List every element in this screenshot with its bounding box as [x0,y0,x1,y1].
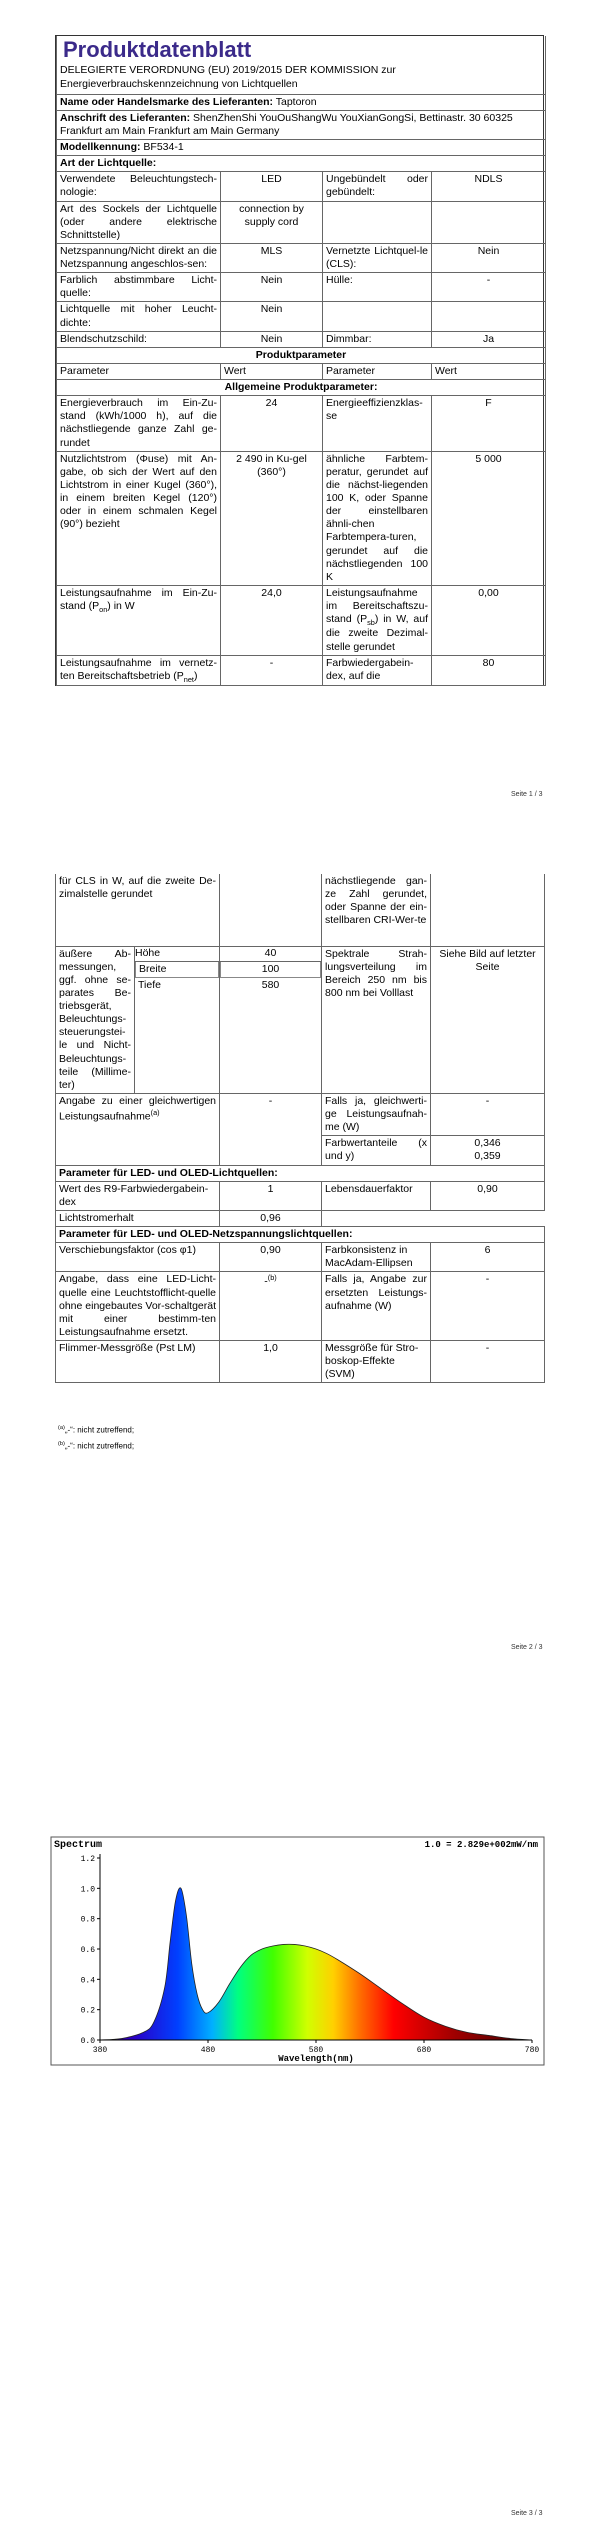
light-type-label: Art des Sockels der Lichtquelle (oder andere elektrische Schnittstelle) [57,201,221,243]
param-value: 0,90 [431,1181,545,1210]
page-number: Seite 3 / 3 [511,2510,543,2517]
param-label: Energieverbrauch im Ein-Zu-stand (kWh/1000 h), auf die nächstliegende ganze Zahl ge-rundet [57,396,221,452]
model-label: Modellkennung: [60,141,141,154]
spectral-value: Siehe Bild auf letzter Seite [431,946,545,1093]
param-row [56,1093,545,1135]
dim-value: 580 [261,978,280,991]
supplier-address-label: Anschrift des Lieferanten: [60,111,191,124]
y-tick-label: 1.2 [80,1855,95,1864]
param-label: Angabe, dass eine LED-Licht-quelle eine Leuchtstofflicht-quelle ohne eingebautes Vor-schaltgerät mit einer bestimm-ten Leistungsaufnahme ersetzt. [56,1272,220,1341]
equiv-r-value: - [431,1093,545,1135]
y-tick-label: 0.6 [80,1946,95,1955]
param-label: Messgröße für Stro-boskop-Effekte (SVM) [322,1341,431,1383]
param-row [56,1210,545,1226]
chroma-value: 0,346 0,359 [431,1136,545,1165]
model-value: BF534-1 [143,141,184,154]
col-header-param: Parameter [57,363,221,379]
equiv-label: Angabe zu einer gleichwertigen Leistungsaufnahme$^{(a)}$ [56,1093,220,1165]
x-tick-label: 580 [308,2046,324,2055]
param-value: 5 000 [432,451,546,585]
param-label: Farbwiedergabein-dex, auf die [323,655,432,685]
general-params-heading: Allgemeine Produktparameter: [57,380,546,396]
param-row [57,396,546,452]
y-tick-label: 0.2 [80,2006,95,2016]
dim-names [135,961,220,1093]
y-tick-label: 0.4 [80,1976,95,1986]
light-type-value: Nein [432,243,546,272]
light-type-value: connection by supply cord [221,201,323,243]
dim-values [220,961,322,1093]
supplier-name-label: Name oder Handelsmarke des Lieferanten: [60,95,273,108]
light-type-heading: Art der Lichtquelle: [57,156,546,172]
param-label: Leistungsaufnahme im Ein-Zu-stand $(P_{on})$ in W [57,585,221,655]
light-type-label [323,302,432,331]
page-number: Seite 2 / 3 [511,1644,543,1651]
param-value: 0,90 [220,1243,322,1272]
x-tick-label: 380 [92,2046,108,2055]
page-number: Seite 1 / 3 [511,791,543,798]
param-label: Energieeffizienzklas-se [323,396,432,452]
param-label: Lichtstromerhalt [56,1210,220,1226]
light-type-value: Ja [432,331,546,347]
product-params-heading: Produktparameter [57,347,546,363]
light-type-label: Ungebündelt oder gebündelt: [323,172,432,201]
col-header-value: Wert [432,363,546,379]
param-value: -$^{(b)}$ [220,1272,322,1341]
param-value [220,874,322,946]
dim-value: 40 [220,946,322,961]
param-label: für CLS in W, auf die zweite De-zimalstelle gerundet [56,874,220,946]
led-params-heading: Parameter für LED- und OLED-Lichtquellen: [56,1165,545,1181]
param-value: - [431,1272,545,1341]
param-row [56,1181,545,1210]
param-value: 24 [221,396,323,452]
param-header-row [57,363,546,379]
param-label: Wert des R9-Farbwiedergabein-dex [56,1181,220,1210]
mains-params-heading: Parameter für LED- und OLED-Netzspannungslichtquellen: [56,1227,545,1243]
param-label: Leistungsaufnahme im vernetz-ten Bereitschaftsbetrieb $(P_{net})$ [57,655,221,685]
light-type-row [57,273,546,302]
chroma-label: Farbwertanteile (x und y) [322,1136,431,1165]
y-tick-label: 0.0 [80,2037,95,2046]
param-label: Nutzlichtstrom (Φuse) mit An-gabe, ob sich der Wert auf den Lichtstrom in einer Kugel (360°), in einem breiten Kegel (120°) oder in einem schmalen Kegel (90°) bezieht [57,451,221,585]
param-label: ähnliche Farbtem-peratur, gerundet auf die nächst-liegenden 100 K, oder Spanne der einstellbaren ähnli-chen Farbtempera-turen, gerundet auf die nächstliegenden 100 K [323,451,432,585]
dimensions-label: äußere Ab-messungen, ggf. ohne se-parates Be-triebsgerät, Beleuchtungs-steuerungstei-le und Nicht-Beleuchtungs-teile (Millime-ter) [56,946,135,1093]
footnote-b: $^{(b)}$„-“: nicht zutreffend; [58,1441,135,1451]
param-label: Lebensdauerfaktor [322,1181,431,1210]
light-type-row [57,302,546,331]
light-type-value: MLS [221,243,323,272]
page-2 [0,860,595,1660]
datasheet-page1 [55,35,544,686]
light-type-label: Netzspannung/Nicht direkt an die Netzspannung angeschlos-sen: [57,243,221,272]
spectrum-chart [50,1836,545,2066]
light-type-value: Nein [221,302,323,331]
equiv-r-label: Falls ja, gleichwerti-ge Leistungsaufnah-me (W) [322,1093,431,1135]
param-label: Falls ja, Angabe zur ersetzten Leistungs-aufnahme (W) [322,1272,431,1341]
param-label: nächstliegende gan-ze Zahl gerundet, oder Spanne der ein-stellbaren CRI-Wer-te [322,874,431,946]
light-type-row [57,331,546,347]
param-value: 1,0 [220,1341,322,1383]
spectral-label: Spektrale Strah-lungsverteilung im Bereich 250 nm bis 800 nm bei Volllast [322,946,431,1093]
light-type-label [323,201,432,243]
param-value: F [432,396,546,452]
param-value: - [431,1341,545,1383]
regulation-text: DELEGIERTE VERORDNUNG (EU) 2019/2015 DER KOMMISSION zur Energieverbrauchskennzeichnung von Lichtquellen [60,64,396,90]
dim-value: 100 [220,962,321,978]
chart-title: Spectrum [54,1840,103,1851]
light-type-row [57,201,546,243]
param-value: - [221,655,323,685]
light-type-value [432,302,546,331]
light-type-row [57,172,546,201]
param-value: 6 [431,1243,545,1272]
supplier-name-value: Taptoron [275,95,317,108]
param-row [56,1272,545,1341]
light-type-label: Verwendete Beleuchtungstech-nologie: [57,172,221,201]
light-type-label: Hülle: [323,273,432,302]
param-row [56,1243,545,1272]
light-type-value: Nein [221,273,323,302]
light-type-value: - [432,273,546,302]
param-value: 24,0 [221,585,323,655]
col-header-value: Wert [221,363,323,379]
param-value: 80 [432,655,546,685]
param-row [57,451,546,585]
light-type-label: Vernetzte Lichtquel-le (CLS): [323,243,432,272]
y-tick-label: 0.8 [80,1915,95,1925]
col-header-param: Parameter [323,363,432,379]
x-tick-label: 480 [200,2046,216,2055]
supplier-address-value: ShenZhenShi YouOuShangWu YouXianGongSi, Bettinastr. 30 60325 Frankfurt am Main Frankfurt am Main Germany [60,111,513,137]
dim-name: Höhe [135,946,220,961]
x-axis-label: Wavelength(nm) [278,2054,354,2064]
light-type-value [432,201,546,243]
equiv-value: - [220,1093,322,1165]
page-1 [0,0,595,800]
footnote-a: $^{(a)}$„-“: nicht zutreffend; [58,1425,135,1435]
x-tick-label: 680 [416,2046,432,2055]
x-tick-label: 780 [524,2046,540,2055]
param-row [57,585,546,655]
light-type-value: NDLS [432,172,546,201]
light-type-row [57,243,546,272]
param-label: Farbkonsistenz in MacAdam-Ellipsen [322,1243,431,1272]
light-type-value: LED [221,172,323,201]
param-value: 0,00 [432,585,546,655]
document-title: Produktdatenblatt [63,37,252,62]
param-value: 1 [220,1181,322,1210]
dim-name: Tiefe [138,978,161,991]
param-label: Verschiebungsfaktor (cos φ1) [56,1243,220,1272]
y-tick-label: 1.0 [80,1885,95,1895]
param-row [57,655,546,685]
chart-scale-note: 1.0 = 2.829e+002mW/nm [424,1840,538,1850]
param-value [431,874,545,946]
param-row [56,946,545,961]
light-type-label: Lichtquelle mit hoher Leucht-dichte: [57,302,221,331]
param-row [56,1341,545,1383]
light-type-label: Blendschutzschild: [57,331,221,347]
light-type-value: Nein [221,331,323,347]
page-3 [0,1740,595,2525]
light-type-label: Farblich abstimmbare Licht-quelle: [57,273,221,302]
datasheet-page2 [55,874,544,1383]
light-type-label: Dimmbar: [323,331,432,347]
param-value: 0,96 [220,1210,322,1226]
param-row [56,874,545,946]
param-value: 2 490 in Ku-gel (360°) [221,451,323,585]
dim-name: Breite [135,962,219,978]
param-label: Flimmer-Messgröße (Pst LM) [56,1341,220,1383]
param-label: Leistungsaufnahme im Bereitschaftszu-stand $(P_{sb})$ in W, auf die zweite Dezimal-stelle gerundet [323,585,432,655]
empty-cell [322,1210,545,1226]
